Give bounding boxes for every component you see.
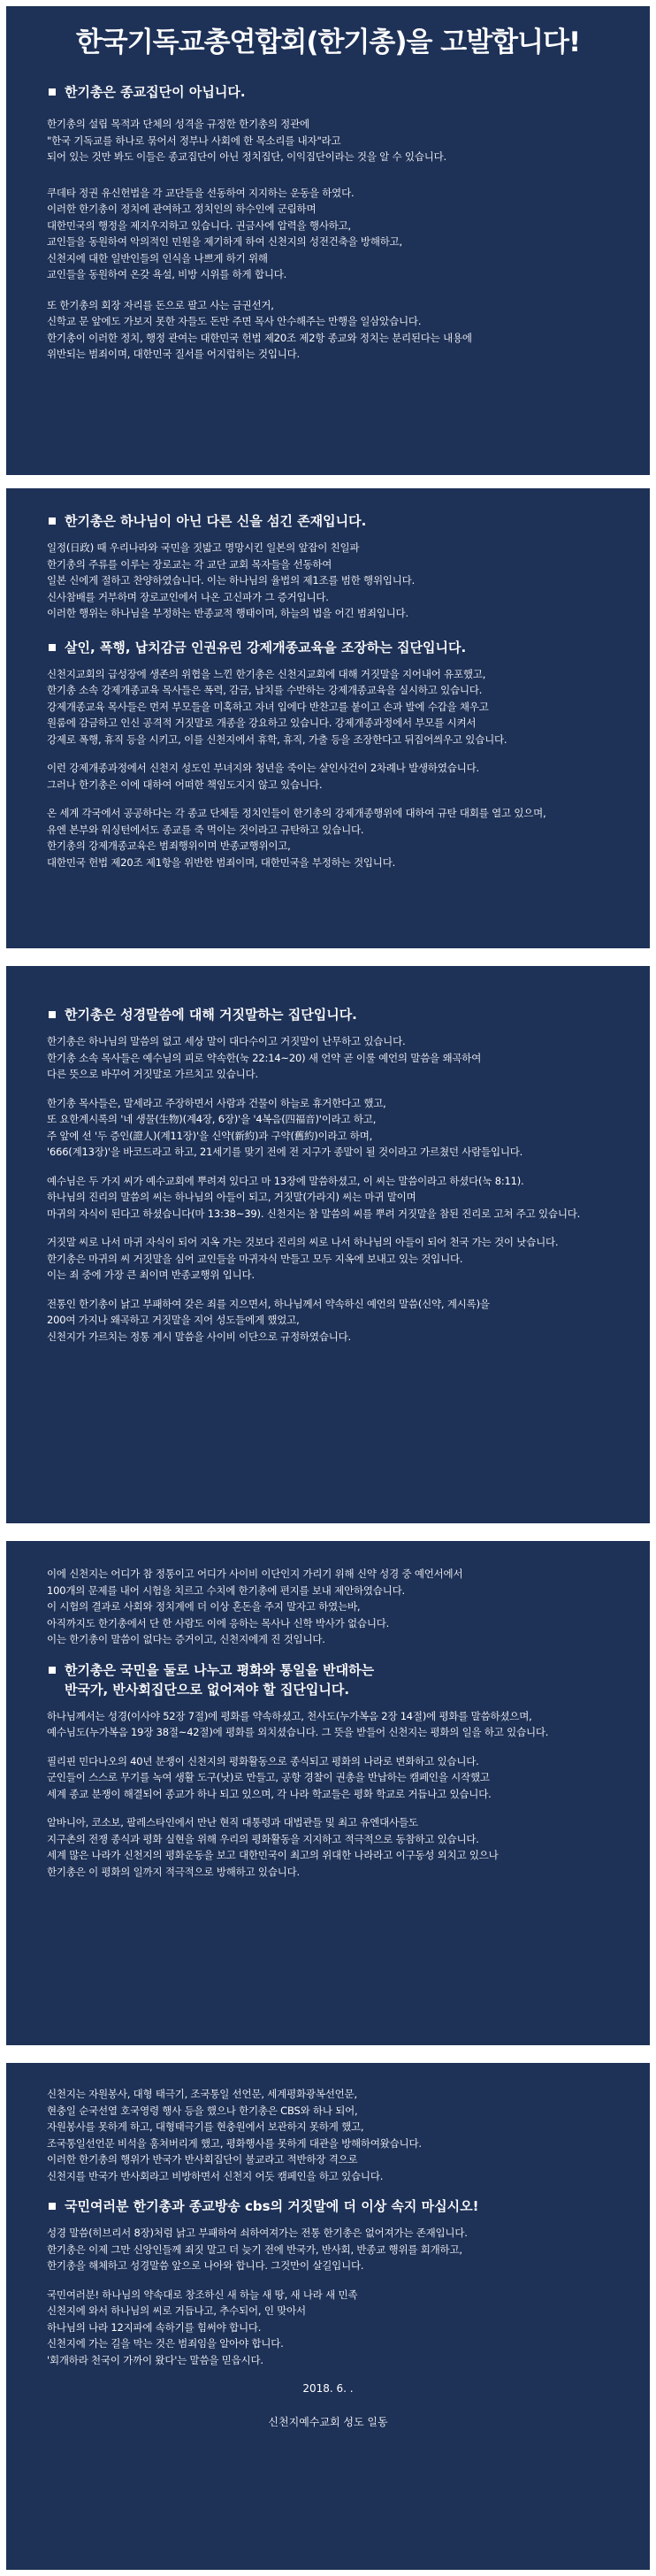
square-bullet-icon <box>49 88 56 96</box>
paragraph: 필리핀 민다나오의 40년 분쟁이 신천지의 평화활동으로 종식되고 평화의 나라로 변화하고 있습니다. 군인들이 스스로 무기를 녹여 생활 도구(낫)로 만들고, 공항 경찰이 권총을 반납하는 캠페인을 시작했고 세계 종교 분쟁이 해결되어 종교가 하나 되고 있으며, 각 나라 학교들은 평화 학교로 거듭나고 있습니다. <box>47 1754 492 1800</box>
section-heading: 한기총은 국민을 둘로 나누고 평화와 통일을 반대하는 반국가, 반사회집단으로 없어져야 할 집단입니다. <box>47 1660 609 1699</box>
panel-5 <box>6 2063 650 2570</box>
square-bullet-icon <box>49 1011 56 1018</box>
section-heading: 국민여러분 한기총과 종교방송 cbs의 거짓말에 더 이상 속지 마십시오! <box>47 2196 609 2216</box>
signature: 신천지예수교회 성도 일동 <box>268 2416 388 2428</box>
section-heading: 한기총은 종교집단이 아닙니다. <box>47 82 609 102</box>
paragraph: 성경 말씀(히브리서 8장)처럼 낡고 부패하여 쇠하여져가는 전통 한기총은 없어져가는 존재입니다. 한기총은 이제 그만 신앙인들께 죄짓 말고 더 늦기 전에 반국가, 반사회, 반종교 행위를 회개하고, 한기총을 해체하고 성경말씀 앞으로 나아와 합니다. 그것만이 살길입니다. <box>47 2227 468 2272</box>
document-date: 2018. 6. . <box>302 2382 354 2395</box>
paragraph: 하나님께서는 성경(이사야 52장 7절)에 평화를 약속하셨고, 천사도(누가복음 2장 14절)에 평화를 말씀하셨으며, 예수님도(누가복음 19장 38절~42절)에 평화를 외치셨습니다. 그 뜻을 받들어 신천지는 평화의 일을 하고 있습니다. <box>47 1709 549 1738</box>
panel-3 <box>6 966 650 1523</box>
document-title: 한국기독교총연합회(한기총)을 고발합니다! <box>75 27 581 58</box>
paragraph: 또 한기총의 회장 자리를 돈으로 팔고 사는 금권선거, 신학교 문 앞에도 가보지 못한 자들도 돈만 주면 목사 안수해주는 만행을 일삼았습니다. 한기총이 이러한 정치, 행정 관여는 대한민국 헌법 제20조 제2항 종교와 정치는 분리된다는 내용에 위반되는 범죄이며, 대한민국 질서를 어지럽히는 것입니다. <box>47 298 472 360</box>
paragraph: 신천지는 자원봉사, 대형 태극기, 조국통일 선언문, 세계평화광복선언문, 현충일 순국선열 호국영령 행사 등을 했으나 한기총은 CBS와 하나 되어, 자원봉사를 못하게 하고, 대형태극기를 현충원에서 보관하지 못하게 했고, 조국통일선언문 비석을 훔쳐버리게 했고, 평화행사를 못하게 대관을 방해하여왔습니다. 이러한 한기총의 행위가 반국가 반사회집단이 불교라고 적반하장 격으로 신천지를 반국가 반사회라고 비방하면서 신천지 어듯 캠페인을 하고 있습니다. <box>47 2088 422 2182</box>
paragraph: 이에 신천지는 어디가 참 정통이고 어디가 사이비 이단인지 가리기 위해 신약 성경 중 예언서에서 100개의 문제를 내어 시험을 치르고 수치에 한기총에 편지를 보내 제안하였습니다. 이 시험의 결과로 사회와 정치계에 더 이상 혼돈을 주지 말자고 하였는바, 아직까지도 한기총에서 단 한 사람도 이에 응하는 목사나 신학 박사가 없습니다. 이는 한기총이 말씀이 없다는 증거이고, 신천지에게 진 것입니다. <box>47 1568 463 1645</box>
paragraph: 국민여러분! 하나님의 약속대로 창조하신 새 하늘 새 땅, 새 나라 새 민족 신천지에 와서 하나님의 씨로 거듭나고, 추수되어, 인 맞아서 하나님의 나라 12지파에 속하기를 힘써야 합니다. 신천지에 가는 길을 막는 것은 범죄임을 알아야 합니다. '회개하라 천국이 가까이 왔다'는 말씀을 믿읍시다. <box>47 2288 358 2366</box>
paragraph: 쿠데타 정권 유신헌법을 각 교단들을 선동하여 지지하는 운동을 하였다. 이러한 한기총이 정치에 관여하고 정치인의 하수인에 군림하며 대한민국의 행정을 제지우지하고 있습니다. 권금사에 압력을 행사하고, 교인들을 동원하여 악의적인 민원을 제기하게 하여 신천지의 성전건축을 방해하고, 신천지에 대한 일반인들의 인식을 나쁘게 하기 위해 교인들을 동원하여 온갖 욕설, 비방 시위를 하게 합니다. <box>47 186 403 280</box>
section-heading: 한기총은 성경말씀에 대해 거짓말하는 집단입니다. <box>47 1005 609 1024</box>
paragraph: 한기총은 하나님의 말씀의 없고 세상 말이 대다수이고 거짓말이 난무하고 있습니다. 한기총 소속 목사들은 예수님의 피로 약속한(눅 22:14~20) 새 언약 곧 이룰 예언의 말씀을 왜곡하여 다른 뜻으로 바꾸어 거짓말로 가르치고 있습니다. <box>47 1035 482 1080</box>
square-bullet-icon <box>49 2203 56 2210</box>
paragraph: 일정(日政) 때 우리나라와 국민을 짓밟고 명망시킨 일본의 앞잡이 친일파 한기총의 주류를 이루는 장로교는 각 교단 교회 목자들을 선동하여 일본 신에게 절하고 찬양하였습니다. 이는 하나님의 율법의 제1조를 범한 행위입니다. 신사참배를 거부하며 장로교인에서 나온 고신파가 그 증거입니다. 이러한 행위는 하나님을 부정하는 반종교적 행태이며, 하늘의 법을 어긴 범죄입니다. <box>47 541 416 619</box>
paragraph: 거짓말 씨로 나서 마귀 자식이 되어 지옥 가는 것보다 진리의 씨로 나서 하나님의 아들이 되어 천국 가는 것이 낫습니다. 한기총은 마귀의 씨 거짓말을 심어 교인들을 마귀자식 만들고 모두 지옥에 보내고 있는 것입니다. 이는 죄 중에 가장 큰 최이며 반종교행위 입니다. <box>47 1236 559 1281</box>
panel-1 <box>6 6 650 475</box>
section-heading: 한기총은 하나님이 아닌 다른 신을 섬긴 존재입니다. <box>47 511 609 531</box>
section-heading: 살인, 폭행, 납치감금 인권유린 강제개종교육을 조장하는 집단입니다. <box>47 638 609 657</box>
paragraph: 한기총의 설립 목적과 단체의 성격을 규정한 한기총의 정관에 "한국 기독교를 하나로 묶어서 정부나 사회에 한 목소리를 내자"라고 되어 있는 것만 봐도 이들은 종교집단이 아닌 정치집단, 이익집단이라는 것을 알 수 있습니다. <box>47 118 447 163</box>
paragraph: 이런 강제개종과정에서 신천지 성도인 부녀지와 청년을 죽이는 살인사건이 2차례나 발생하였습니다. 그러나 한기총은 이에 대하여 어떠한 책임도지지 않고 있습니다. <box>47 762 479 791</box>
panel-4 <box>6 1541 650 2045</box>
square-bullet-icon <box>49 518 56 525</box>
paragraph: 온 세계 각국에서 공공하다는 각 종교 단체들 정치인들이 한기총의 강제개종행위에 대하여 규탄 대회를 열고 있으며, 유엔 본부와 워싱턴에서도 종교를 죽 먹이는 것이라고 규탄하고 있습니다. 한기총의 강제개종교육은 범죄행위이며 반종교행위이고, 대한민국 헌법 제20조 제1항을 위반한 범죄이며, 대한민국을 부정하는 것입니다. <box>47 807 546 869</box>
paragraph: 신천지교회의 급성장에 생존의 위협을 느낀 한기총은 신천지교회에 대해 거짓말을 지어내어 유포했고, 한기총 소속 강제개종교육 목사들은 폭력, 감금, 납치를 수반하는 강제개종교육을 실시하고 있습니다. 강제개종교육 목사들은 먼저 부모들을 미혹하고 자녀 입에다 반찬고를 붙이고 손과 발에 수갑을 채우고 원룸에 감금하고 인신 공격적 거짓말로 개종을 강요하고 있습니다. 강제개종과정에서 부모를 시켜서 강제로 폭행, 휴직 등을 시키고, 이를 신천지에서 휴학, 휴직, 가출 등을 조장한다고 뒤집어씌우고 있습니다. <box>47 667 507 746</box>
square-bullet-icon <box>49 1667 56 1674</box>
square-bullet-icon <box>49 644 56 651</box>
panel-2 <box>6 488 650 948</box>
paragraph: 전통인 한기총이 낡고 부패하여 갖은 죄를 지으면서, 하나님께서 약속하신 예언의 말씀(신약, 계시록)을 200여 가지나 왜곡하고 거짓말을 지어 성도들에게 했었고, 신천지가 가르치는 정통 계시 말씀을 사이비 이단으로 규정하였습니다. <box>47 1297 490 1343</box>
paragraph: 한기총 목사들은, 말세라고 주장하면서 사람과 건물이 하늘로 휴거한다고 했고, 또 요한계시록의 '네 생물(生物)(계4장, 6장)'을 '4복음(四福音)'이라고 하고, 주 앞에 선 '두 증인(證人)(계11장)'을 신약(新約)과 구약(舊約)이라고 하며, '666(계13장)'을 바코드라고 하고, 21세기를 맞기 전에 전 지구가 종말이 될 것이라고 가르쳤던 사람들입니다. <box>47 1096 523 1158</box>
paragraph: 알바니아, 코소보, 팔레스타인에서 만난 현직 대통령과 대법관들 및 최고 유엔대사들도 지구촌의 전쟁 종식과 평화 실현을 위해 우리의 평화활동을 지지하고 적극적으로 동참하고 있습니다. 세계 많은 나라가 신천지의 평화운동을 보고 대한민국이 최고의 위대한 나라라고 이구동성 외치고 있으나 한기총은 이 평화의 일까지 적극적으로 방해하고 있습니다. <box>47 1816 499 1878</box>
paragraph: 예수님은 두 가지 씨가 예수교회에 뿌려져 있다고 마 13장에 말씀하셨고, 이 씨는 말씀이라고 하셨다(눅 8:11). 하나님의 진리의 말씀의 씨는 하나님의 아들이 되고, 거짓말(가라지) 씨는 마귀 말이며 마귀의 자식이 된다고 하셨습니다(마 13:38~39). 신천지는 참 말씀의 씨를 뿌려 거짓말을 참된 진리로 고쳐 주고 있습니다. <box>47 1174 581 1220</box>
